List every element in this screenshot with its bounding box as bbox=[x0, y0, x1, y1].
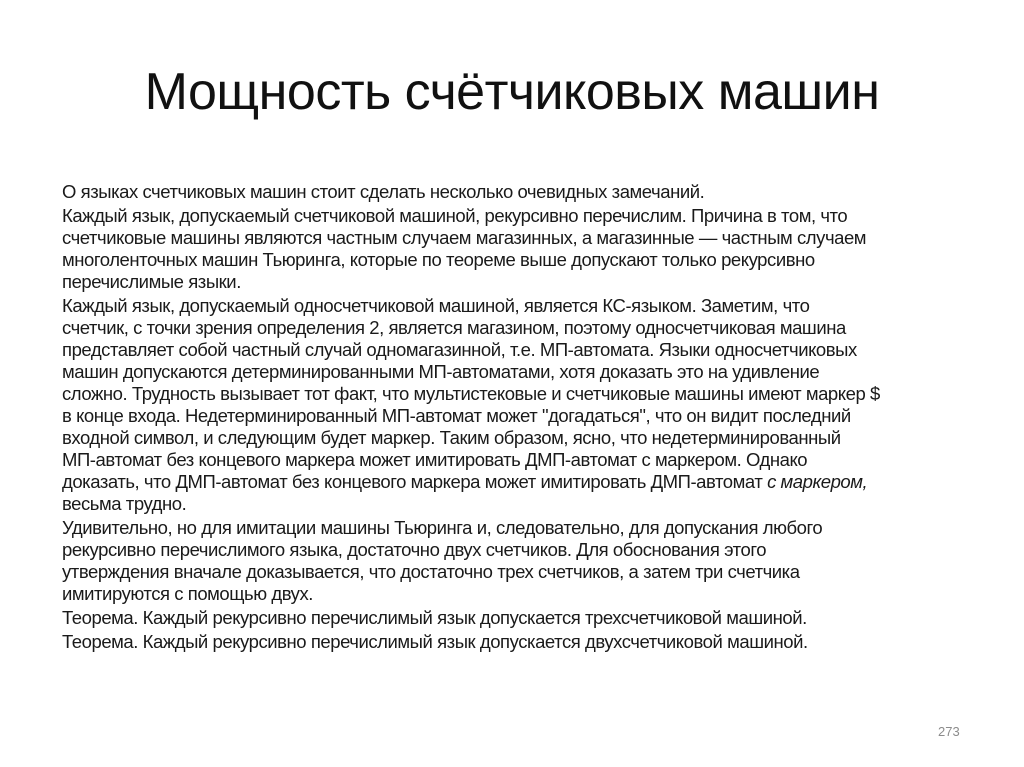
text-line: счетчиковые машины являются частным случаем магазинных, а магазинные — частным случаем bbox=[62, 227, 867, 248]
text-line: входной символ, и следующим будет маркер. Таким образом, ясно, что недетерминированный bbox=[62, 427, 841, 448]
text-line: имитируются с помощью двух. bbox=[62, 583, 313, 604]
text-line: сложно. Трудность вызывает тот факт, что мультистековые и счетчиковые машины имеют маркер $ bbox=[62, 383, 880, 404]
text-line: О языках счетчиковых машин стоит сделать несколько очевидных замечаний. bbox=[62, 181, 705, 202]
theorem-two-counters bbox=[62, 631, 982, 653]
text-line bbox=[62, 471, 982, 493]
text-line: перечислимые языки. bbox=[62, 271, 241, 292]
text-line: весьма трудно. bbox=[62, 493, 187, 514]
text-line: Теорема. Каждый рекурсивно перечислимый язык допускается двухсчетчиковой машиной. bbox=[62, 631, 808, 652]
text-line: Удивительно, но для имитации машины Тьюринга и, следовательно, для допускания любого bbox=[62, 517, 823, 538]
text-line: многоленточных машин Тьюринга, которые по теореме выше допускают только рекурсивно bbox=[62, 249, 815, 270]
text-line: счетчик, с точки зрения определения 2, является магазином, поэтому односчетчиковая машина bbox=[62, 317, 846, 338]
text-line: утверждения вначале доказывается, что достаточно трех счетчиков, а затем три счетчика bbox=[62, 561, 800, 582]
italic-text: с маркером, bbox=[767, 471, 868, 492]
paragraph-intro bbox=[62, 181, 982, 203]
theorem-three-counters bbox=[62, 607, 982, 629]
text-line: машин допускаются детерминированными МП-автоматами, хотя доказать это на удивление bbox=[62, 361, 820, 382]
text-segment: доказать, что ДМП-автомат без концевого маркера может имитировать ДМП-автомат bbox=[62, 471, 768, 492]
paragraph-recursive-enumerable bbox=[62, 205, 982, 293]
text-line: представляет собой частный случай одномагазинной, т.е. МП-автомата. Языки односчетчиковых bbox=[62, 339, 857, 360]
page-number: 273 bbox=[938, 724, 960, 739]
text-line: Теорема. Каждый рекурсивно перечислимый язык допускается трехсчетчиковой машиной. bbox=[62, 607, 807, 628]
text-line: Каждый язык, допускаемый односчетчиковой машиной, является КС-языком. Заметим, что bbox=[62, 295, 810, 316]
text-line: рекурсивно перечислимого языка, достаточно двух счетчиков. Для обоснования этого bbox=[62, 539, 767, 560]
text-line: в конце входа. Недетерминированный МП-автомат может "догадаться", что он видит последний bbox=[62, 405, 851, 426]
paragraph-one-counter bbox=[62, 295, 982, 515]
slide-title: Мощность счётчиковых машин bbox=[144, 63, 880, 121]
text-line: Каждый язык, допускаемый счетчиковой машиной, рекурсивно перечислим. Причина в том, что bbox=[62, 205, 848, 226]
text-line: МП-автомат без концевого маркера может имитировать ДМП-автомат с маркером. Однако bbox=[62, 449, 808, 470]
paragraph-two-counters bbox=[62, 517, 982, 605]
slide-body bbox=[62, 181, 982, 655]
